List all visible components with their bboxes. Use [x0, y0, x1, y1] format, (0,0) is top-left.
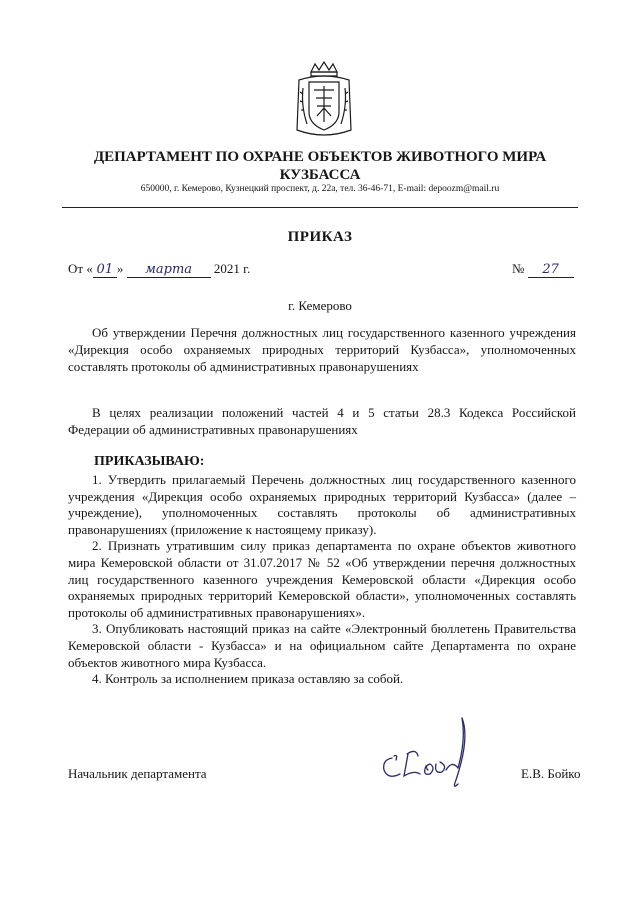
- department-address: 650000, г. Кемерово, Кузнецкий проспект, д. 22а, тел. 36-46-71, E-mail: depoozm@mail.ru: [140, 184, 500, 194]
- document-subject: Об утверждении Перечня должностных лиц государственного казенного учреждения «Дирекция особо охраняемых природных территорий Кузбасса», уполномоченных составлять протоколы об административных правонарушениях: [68, 325, 576, 374]
- date-month: марта: [127, 262, 211, 278]
- department-title-line2: КУЗБАССА: [279, 167, 361, 183]
- number-prefix: №: [512, 261, 525, 276]
- date-prefix: От «: [68, 261, 93, 276]
- signatory-position: Начальник департамента: [68, 766, 207, 781]
- document-number: [512, 261, 574, 278]
- date-year: 2021 г.: [213, 261, 251, 276]
- order-item: 3. Опубликовать настоящий приказ на сайте «Электронный бюллетень Правительства Кемеровской области - Кузбасса» и на официальном сайте Департамента по охране объектов животного мира Кузбасса.: [68, 621, 576, 670]
- order-item: 4. Контроль за исполнением приказа оставляю за собой.: [92, 671, 404, 687]
- department-title-line1: ДЕПАРТАМЕНТ ПО ОХРАНЕ ОБЪЕКТОВ ЖИВОТНОГО МИРА: [93, 149, 547, 165]
- order-items: [68, 472, 576, 688]
- department-title: [60, 148, 580, 184]
- document-date: [68, 261, 250, 278]
- document-preamble: В целях реализации положений частей 4 и 5 статьи 28.3 Кодекса Российской Федерации об административных правонарушениях: [68, 405, 576, 437]
- date-mid: »: [116, 261, 124, 276]
- date-day: 01: [93, 262, 117, 278]
- order-item: 1. Утвердить прилагаемый Перечень должностных лиц государственного казенного учреждения «Дирекция особо охраняемых природных территорий Кузбасса» (далее – учреждение), уполномоченных составлять протоколы об административных правонарушениях (приложение к настоящему приказу).: [68, 472, 576, 537]
- handwritten-signature: [374, 710, 486, 792]
- order-word: ПРИКАЗЫВАЮ:: [94, 454, 205, 469]
- document-type: ПРИКАЗ: [287, 229, 353, 245]
- kuzbass-coat-of-arms-icon: [291, 60, 357, 140]
- document-city: г. Кемерово: [288, 298, 352, 313]
- header-divider: [62, 207, 578, 208]
- number-value: 27: [528, 262, 574, 278]
- signatory-name: Е.В. Бойко: [521, 766, 581, 781]
- order-item: 2. Признать утратившим силу приказ департамента по охране объектов животного мира Кемеровской области от 31.07.2017 № 52 «Об утверждении перечня должностных лиц государственного казенного учреждения Кемеровской области «Дирекция особо охраняемых природных территорий Кемеровской области», уполномоченных составлять протоколы об административных правонарушениях».: [68, 538, 576, 620]
